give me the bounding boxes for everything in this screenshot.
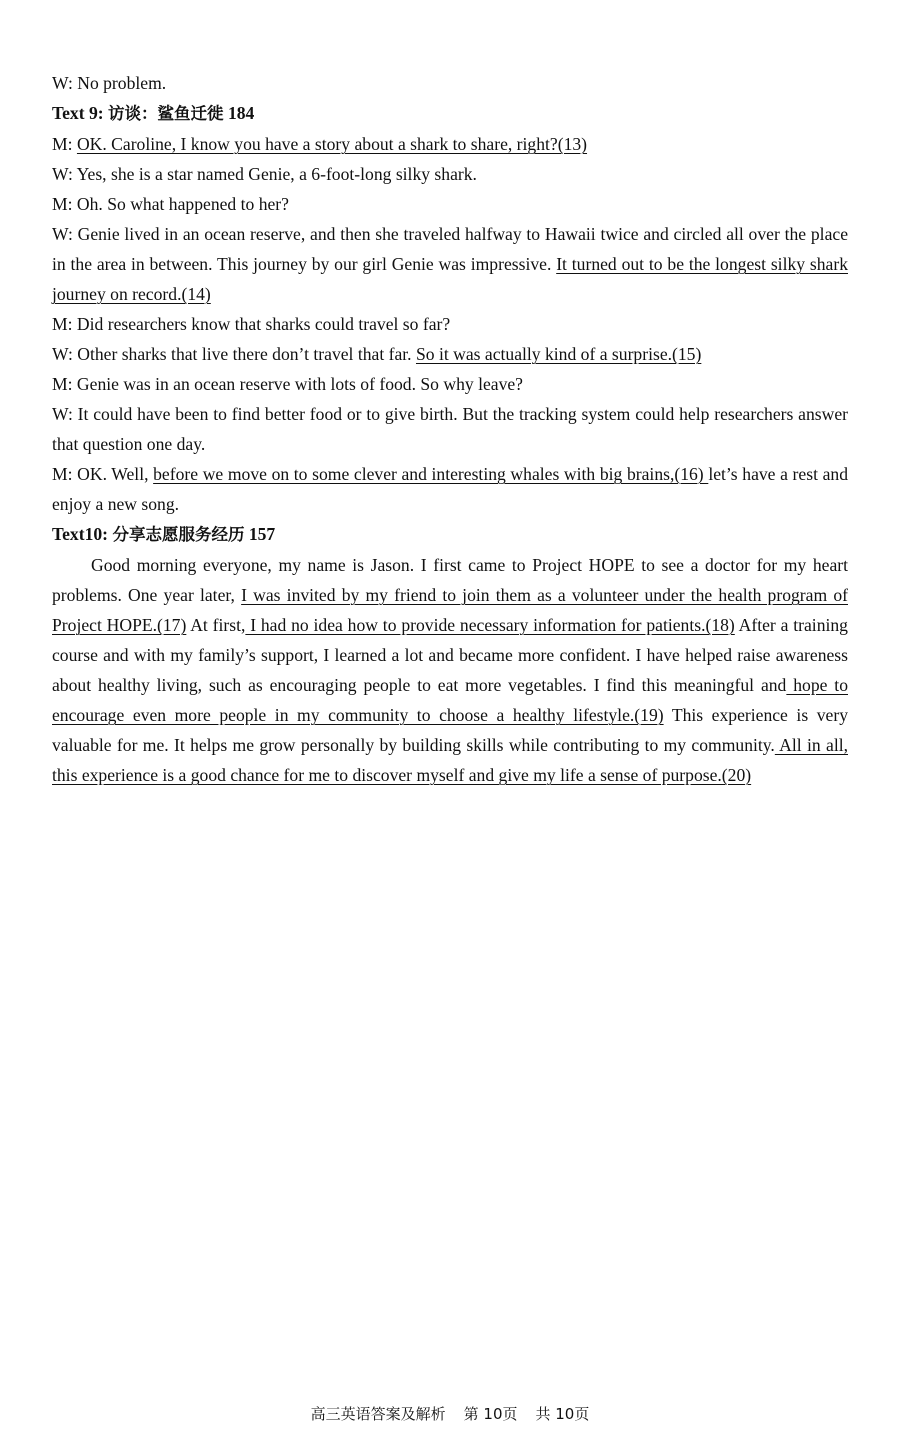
section-heading-text10 xyxy=(52,519,848,550)
dialogue-line xyxy=(52,339,848,369)
heading-label: Text10: xyxy=(52,524,113,544)
heading-number: 184 xyxy=(223,103,255,123)
dialogue-text: M: OK. Well, xyxy=(52,464,154,484)
paragraph-text: This experience is very valuable for me. It helps me grow personally by building skills while contributing to my community. xyxy=(52,705,848,755)
underlined-answer: All in all, this experience is a good chance for me to discover myself and give my life a sense of purpose.(20) xyxy=(52,735,848,785)
underlined-answer: I was invited by my friend to join them as a volunteer under the health program of Project HOPE.(17) xyxy=(52,585,848,635)
dialogue-line: W: It could have been to find better food or to give birth. But the tracking system could help researchers answer that question one day. xyxy=(52,404,848,454)
dialogue-text: let’s have a rest and enjoy a new song. xyxy=(52,464,849,514)
dialogue-line: M: Did researchers know that sharks could travel so far? xyxy=(52,314,451,334)
heading-chinese: 分享志愿服务经历 xyxy=(112,525,245,544)
heading-chinese: 访谈：鲨鱼迁徙 xyxy=(108,104,224,123)
paragraph-text: Good morning everyone, my name is Jason. I first came to Project HOPE to see a doctor for my heart problems. One year later, xyxy=(52,555,848,605)
footer-title: 高三英语答案及解析 xyxy=(310,1405,446,1423)
speaker-text: M: xyxy=(52,134,77,154)
underlined-answer: before we move on to some clever and interesting whales with big brains,(16) xyxy=(153,464,709,484)
dialogue-text: W: Other sharks that live there don’t travel that far. xyxy=(52,344,416,364)
footer-page-number: 第 10页 xyxy=(463,1405,518,1423)
paragraph-text: After a training course and with my family’s support, I learned a lot and became more confident. I have helped raise awareness about healthy living, such as encouraging people to eat more vegetables. I find this meaningful and xyxy=(52,615,848,695)
dialogue-line xyxy=(52,219,848,309)
dialogue-line: M: Genie was in an ocean reserve with lots of food. So why leave? xyxy=(52,374,523,394)
heading-number: 157 xyxy=(244,524,276,544)
dialogue-line xyxy=(52,129,848,159)
monologue-paragraph xyxy=(52,550,848,790)
footer-total-pages: 共 10页 xyxy=(535,1405,590,1423)
dialogue-line: W: Yes, she is a star named Genie, a 6-foot-long silky shark. xyxy=(52,164,477,184)
underlined-answer: I had no idea how to provide necessary information for patients.(18) xyxy=(245,615,735,635)
heading-label: Text 9: xyxy=(52,103,109,123)
underlined-answer: OK. Caroline, I know you have a story about a shark to share, right?(13) xyxy=(76,134,588,154)
paragraph-text: At first, xyxy=(186,615,246,635)
dialogue-line: M: Oh. So what happened to her? xyxy=(52,194,289,214)
page-footer xyxy=(0,1404,900,1424)
document-body xyxy=(52,68,848,790)
section-heading-text9 xyxy=(52,98,848,129)
underlined-answer: It turned out to be the longest silky shark journey on record.(14) xyxy=(52,254,848,304)
dialogue-text: W: Genie lived in an ocean reserve, and then she traveled halfway to Hawaii twice and circled all over the place in the area in between. This journey by our girl Genie was impressive. xyxy=(52,224,848,274)
dialogue-line: W: No problem. xyxy=(52,73,167,93)
underlined-answer: hope to encourage even more people in my community to choose a healthy lifestyle.(19) xyxy=(52,675,848,725)
dialogue-line xyxy=(52,459,848,519)
underlined-answer: So it was actually kind of a surprise.(15) xyxy=(415,344,702,364)
